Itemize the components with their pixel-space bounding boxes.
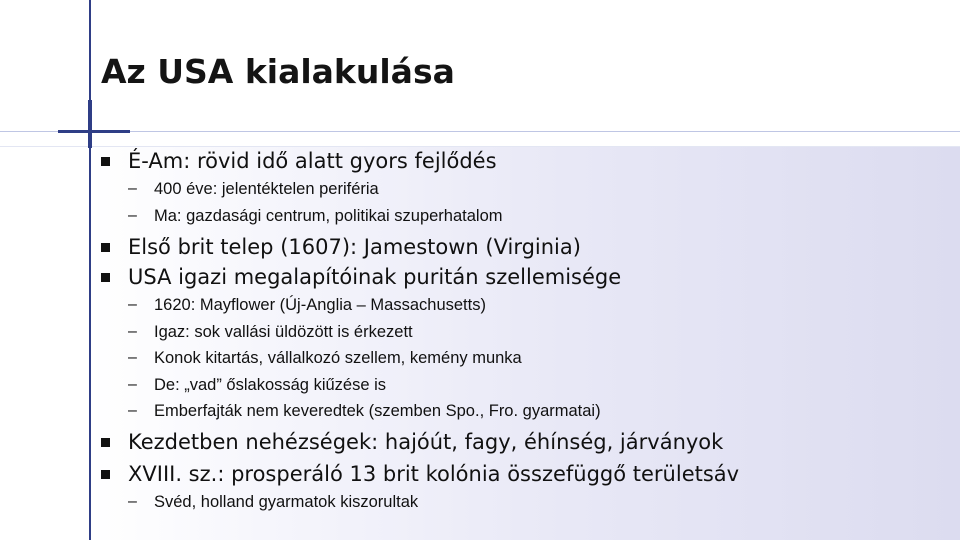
square-bullet-icon [101,273,110,282]
dash-bullet-icon: – [128,323,137,340]
dash-bullet-icon: – [128,349,137,366]
sub-bullet-item [128,178,379,200]
bullet-item [101,233,581,261]
square-bullet-icon [101,438,110,447]
square-bullet-icon [101,243,110,252]
sub-bullet-item [128,374,386,396]
dash-bullet-icon: – [128,296,137,313]
bullet-item [101,460,739,488]
bullet-text: USA igazi megalapítóinak puritán szellemisége [128,265,622,289]
sub-bullet-text: Emberfajták nem keveredtek (szemben Spo., Fro. gyarmatai) [154,401,601,420]
sub-bullet-text: Svéd, holland gyarmatok kiszorultak [154,492,419,511]
sub-bullet-item [128,321,413,343]
sub-bullet-text: 400 éve: jelentéktelen periféria [154,179,379,198]
sub-bullet-item [128,205,503,227]
bullet-text: Kezdetben nehézségek: hajóút, fagy, éhínség, járványok [128,430,724,454]
sub-bullet-text: Igaz: sok vallási üldözött is érkezett [154,322,413,341]
sub-bullet-text: 1620: Mayflower (Új-Anglia – Massachusetts) [154,295,486,314]
square-bullet-icon [101,470,110,479]
bullet-item [101,428,723,456]
sub-bullet-item [128,347,522,369]
dash-bullet-icon: – [128,180,137,197]
sub-bullet-item [128,400,601,422]
sub-bullet-text: Ma: gazdasági centrum, politikai szuperhatalom [154,206,503,225]
bullet-text: Első brit telep (1607): Jamestown (Virginia) [128,235,581,259]
sub-bullet-item [128,294,486,316]
slide-title: Az USA kialakulása [101,52,455,91]
sub-bullet-text: Konok kitartás, vállalkozó szellem, kemény munka [154,348,522,367]
square-bullet-icon [101,157,110,166]
bullet-item [101,263,621,291]
dash-bullet-icon: – [128,207,137,224]
sub-bullet-item [128,491,418,513]
bullet-text: XVIII. sz.: prosperáló 13 brit kolónia összefüggő területsáv [128,462,740,486]
bullet-item [101,147,497,175]
bullet-text: É-Am: rövid idő alatt gyors fejlődés [128,149,497,173]
dash-bullet-icon: – [128,376,137,393]
dash-bullet-icon: – [128,493,137,510]
sub-bullet-text: De: „vad” őslakosság kiűzése is [154,375,387,394]
dash-bullet-icon: – [128,402,137,419]
